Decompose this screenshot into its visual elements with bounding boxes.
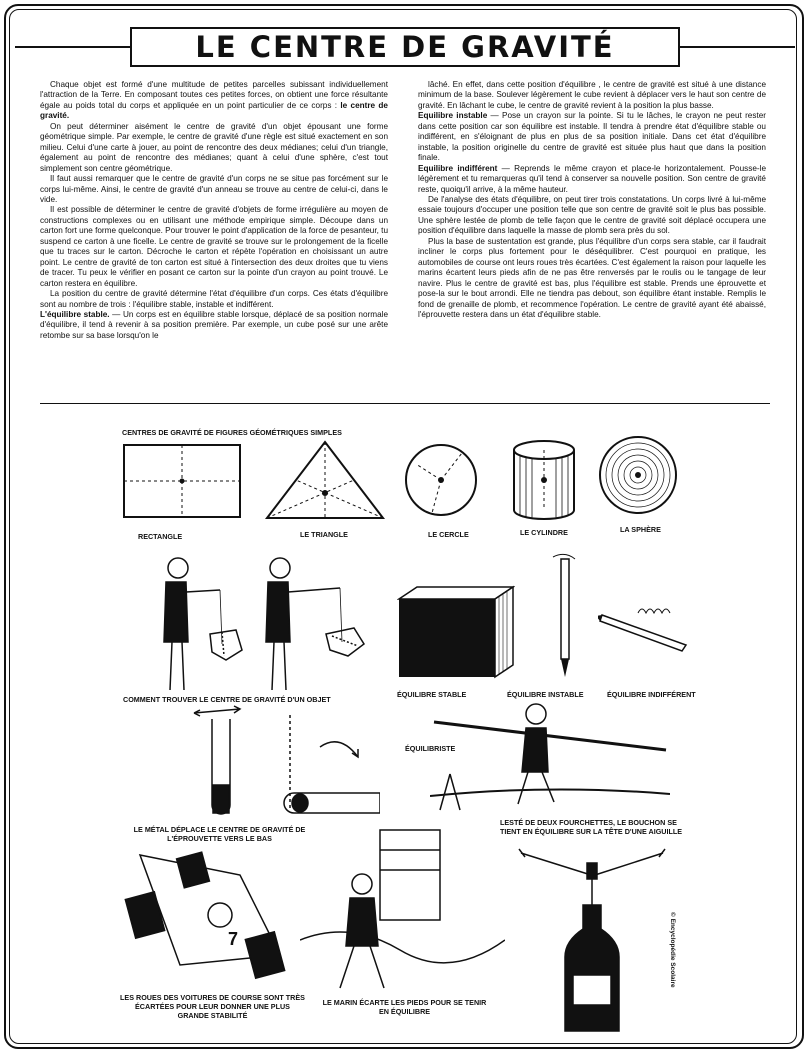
paragraph [40,205,388,289]
title-rule-right [680,46,795,48]
paragraph [418,111,766,163]
paragraph-lead: L'équilibre stable. [40,309,110,319]
triangle-figure [263,438,388,522]
paragraph-text: — Un corps est en équilibre stable lorsque, déplacé de sa position normale d'équilibre, il tend à revenir à sa position première. Par exemple, un cube posé sur une arête retombe sur sa base lorsqu'on le [40,309,388,340]
car-number: 7 [228,929,239,949]
paragraph-lead: Equilibre instable [418,111,488,121]
pencil-lying-figure [598,605,693,655]
triangle-label: LE TRIANGLE [300,530,348,539]
test-tube-label: LE MÉTAL DÉPLACE LE CENTRE DE GRAVITÉ DE L'ÉPROUVETTE VERS LE BAS [133,825,306,843]
paragraph [40,174,388,205]
test-tube-figure [190,705,380,830]
indifferent-label: ÉQUILIBRE INDIFFÉRENT [607,690,696,699]
bottle-forks-figure [515,845,670,1035]
paragraph-text: La position du centre de gravité détermine l'état d'équilibre d'un corps. Ces états d'équilibre sont au nombre de trois : l'équilibre stable, instable et indifférent. [40,289,388,309]
text-column-left [40,80,388,341]
rectangle-label: RECTANGLE [138,532,183,541]
race-car-label: LES ROUES DES VOITURES DE COURSE SONT TRÈS ÉCARTÉES POUR LEUR DONNER UNE PLUS GRANDE STABILITÉ [120,993,305,1020]
paragraph [40,310,388,341]
paragraph [40,122,388,174]
tightrope-walker-figure [430,692,670,812]
sailor-label: LE MARIN ÉCARTE LES PIEDS POUR SE TENIR EN ÉQUILIBRE [322,998,487,1016]
paragraph-text: — Reprends le même crayon et place-le horizontalement. Pousse-le légèrement et tu remarqueras qu'il tend à conserver sa nouvelle position. Son centre de gravité reste, quoiqu'il arrive, à la même hauteur. [418,163,766,194]
unstable-label: ÉQUILIBRE INSTABLE [507,690,584,699]
title-rule-left [15,46,130,48]
cube-figure [397,585,515,680]
sphere-figure [595,432,681,518]
paragraph-text: Il faut aussi remarquer que le centre de gravité d'un corps ne se situe pas forcément sur le corps lui-même. Ainsi, le centre de gravité d'un anneau se trouve au centre de celui-ci, dans le vide. [40,174,388,204]
forks-label: LESTÉ DE DEUX FOURCHETTES, LE BOUCHON SE TIENT EN ÉQUILIBRE SUR LA TÊTE D'UNE AIGUILLE [500,818,683,836]
paragraph-text: Chaque objet est formé d'une multitude de petites parcelles subissant individuellement l'attraction de la Terre. En composant toutes ces petites forces, on obtient une force résultante égale au poids total du corps et appliquée en un point particulier de ce corps : [40,80,388,110]
paragraph-text: Plus la base de sustentation est grande, plus l'équilibre d'un corps sera stable, car il faudrait incliner le corps plus fortement pour le déséquilibrer. C'est pourquoi en pratique, les automobiles de course ont leurs roues très écartées. C'est également la raison pour laquelle les marins écartent leurs pieds afin de ne pas être renversés par le roulis ou le tangage de leur navire. Plus le centre de gravité est bas, plus l'équilibre est stable. Prends une éprouvette et pose-la sur le bout arrondi. Elle ne tiendra pas debout, son équilibre étant instable. Remplis le fond de grenaille de plomb, et recommence l'opération. Le centre de gravité ayant été abaissé, l'éprouvette restera dans un état d'équilibre stable. [418,236,766,319]
plumb-line-illustration [150,552,390,697]
shapes-heading: CENTRES DE GRAVITÉ DE FIGURES GÉOMÉTRIQUES SIMPLES [122,428,342,437]
paragraph-text: De l'analyse des états d'équilibre, on peut tirer trois constatations. Un corps livré à lui-même essaie toujours d'occuper une position telle que son centre de gravité soit le plus bas possible. Une sphère lestée de plomb de telle façon que le centre de gravité soit déplacé occupera une position d'équilibre dans laquelle la masse de plomb sera près du sol. [418,194,766,236]
paragraph-lead: Equilibre indifférent [418,163,498,173]
paragraph-text: lâché. En effet, dans cette position d'équilibre , le centre de gravité est situé à une distance minimum de la base. Soulever légèrement le cube revient à déplacer vers le haut son centre de gravité. En lâchant le cube, le centre de gravité revient à la position la plus basse. [418,80,766,110]
section-divider [40,403,770,404]
paragraph-text: — Pose un crayon sur la pointe. Si tu le lâches, le crayon ne peut rester dans cette position car son équilibre est instable. Il tendra à prendre état d'équilibre stable ou indifférent, en s'éloignant de plus en plus de sa position initiale. Dans cet état d'équilibre instable, la position originelle du centre de gravité est située plus haut que dans la position finale. [418,111,766,163]
circle-label: LE CERCLE [428,530,469,539]
paragraph [418,195,766,237]
cylinder-label: LE CYLINDRE [520,528,568,537]
paragraph-text: On peut déterminer aisément le centre de gravité d'un objet épousant une forme géométrique simple. Par exemple, le centre de gravité d'une règle est situé exactement en son milieu. Celui d'une carte à jouer, au point de rencontre des deux médianes; celui d'un triangle, également au point de rencontre des médianes; quant à celui d'une sphère, c'est tout simplement son centre géométrique. [40,121,388,173]
race-car-figure [120,845,300,985]
paragraph [418,237,766,321]
text-column-right [418,80,766,320]
stable-label: ÉQUILIBRE STABLE [397,690,467,699]
find-cg-label: COMMENT TROUVER LE CENTRE DE GRAVITÉ D'UN OBJET [123,695,331,704]
rectangle-figure [120,442,245,522]
paragraph-text: Il est possible de déterminer le centre de gravité d'objets de forme irrégulière au moyen de constructions complexes ou en utilisant une méthode empirique simple. Découpe dans un carton fort une forme quelconque. Pour trouver le point d'application de la force de pesanteur, tu suspend ce carton à une ficelle. Le centre de gravité se trouve sur le prolongement de la ficelle que tu traces sur le carton. Décroche le carton et répète l'opération en choisissant un autre point. Le centre de gravité de ton carton est situé à l'intersection des deux droites que tu viens de tracer. Tu peux le vérifier en posant ce carton sur la pointe d'un crayon au point trouvé. Le carton restera en équilibre. [40,205,388,288]
paragraph [418,80,766,111]
paragraph-bold: le centre de gravité. [40,100,388,121]
copyright-text: © Encyclopédie Scolaire [669,912,676,988]
cylinder-figure [508,438,580,524]
pencil-upright-figure [545,553,585,683]
paragraph [40,80,388,122]
sphere-label: LA SPHÈRE [620,525,661,534]
page-title: LE CENTRE DE GRAVITÉ [130,27,680,67]
tightrope-label: ÉQUILIBRISTE [405,744,456,753]
sailor-figure [300,820,505,995]
paragraph [40,289,388,310]
paragraph [418,164,766,195]
circle-figure [402,438,480,522]
